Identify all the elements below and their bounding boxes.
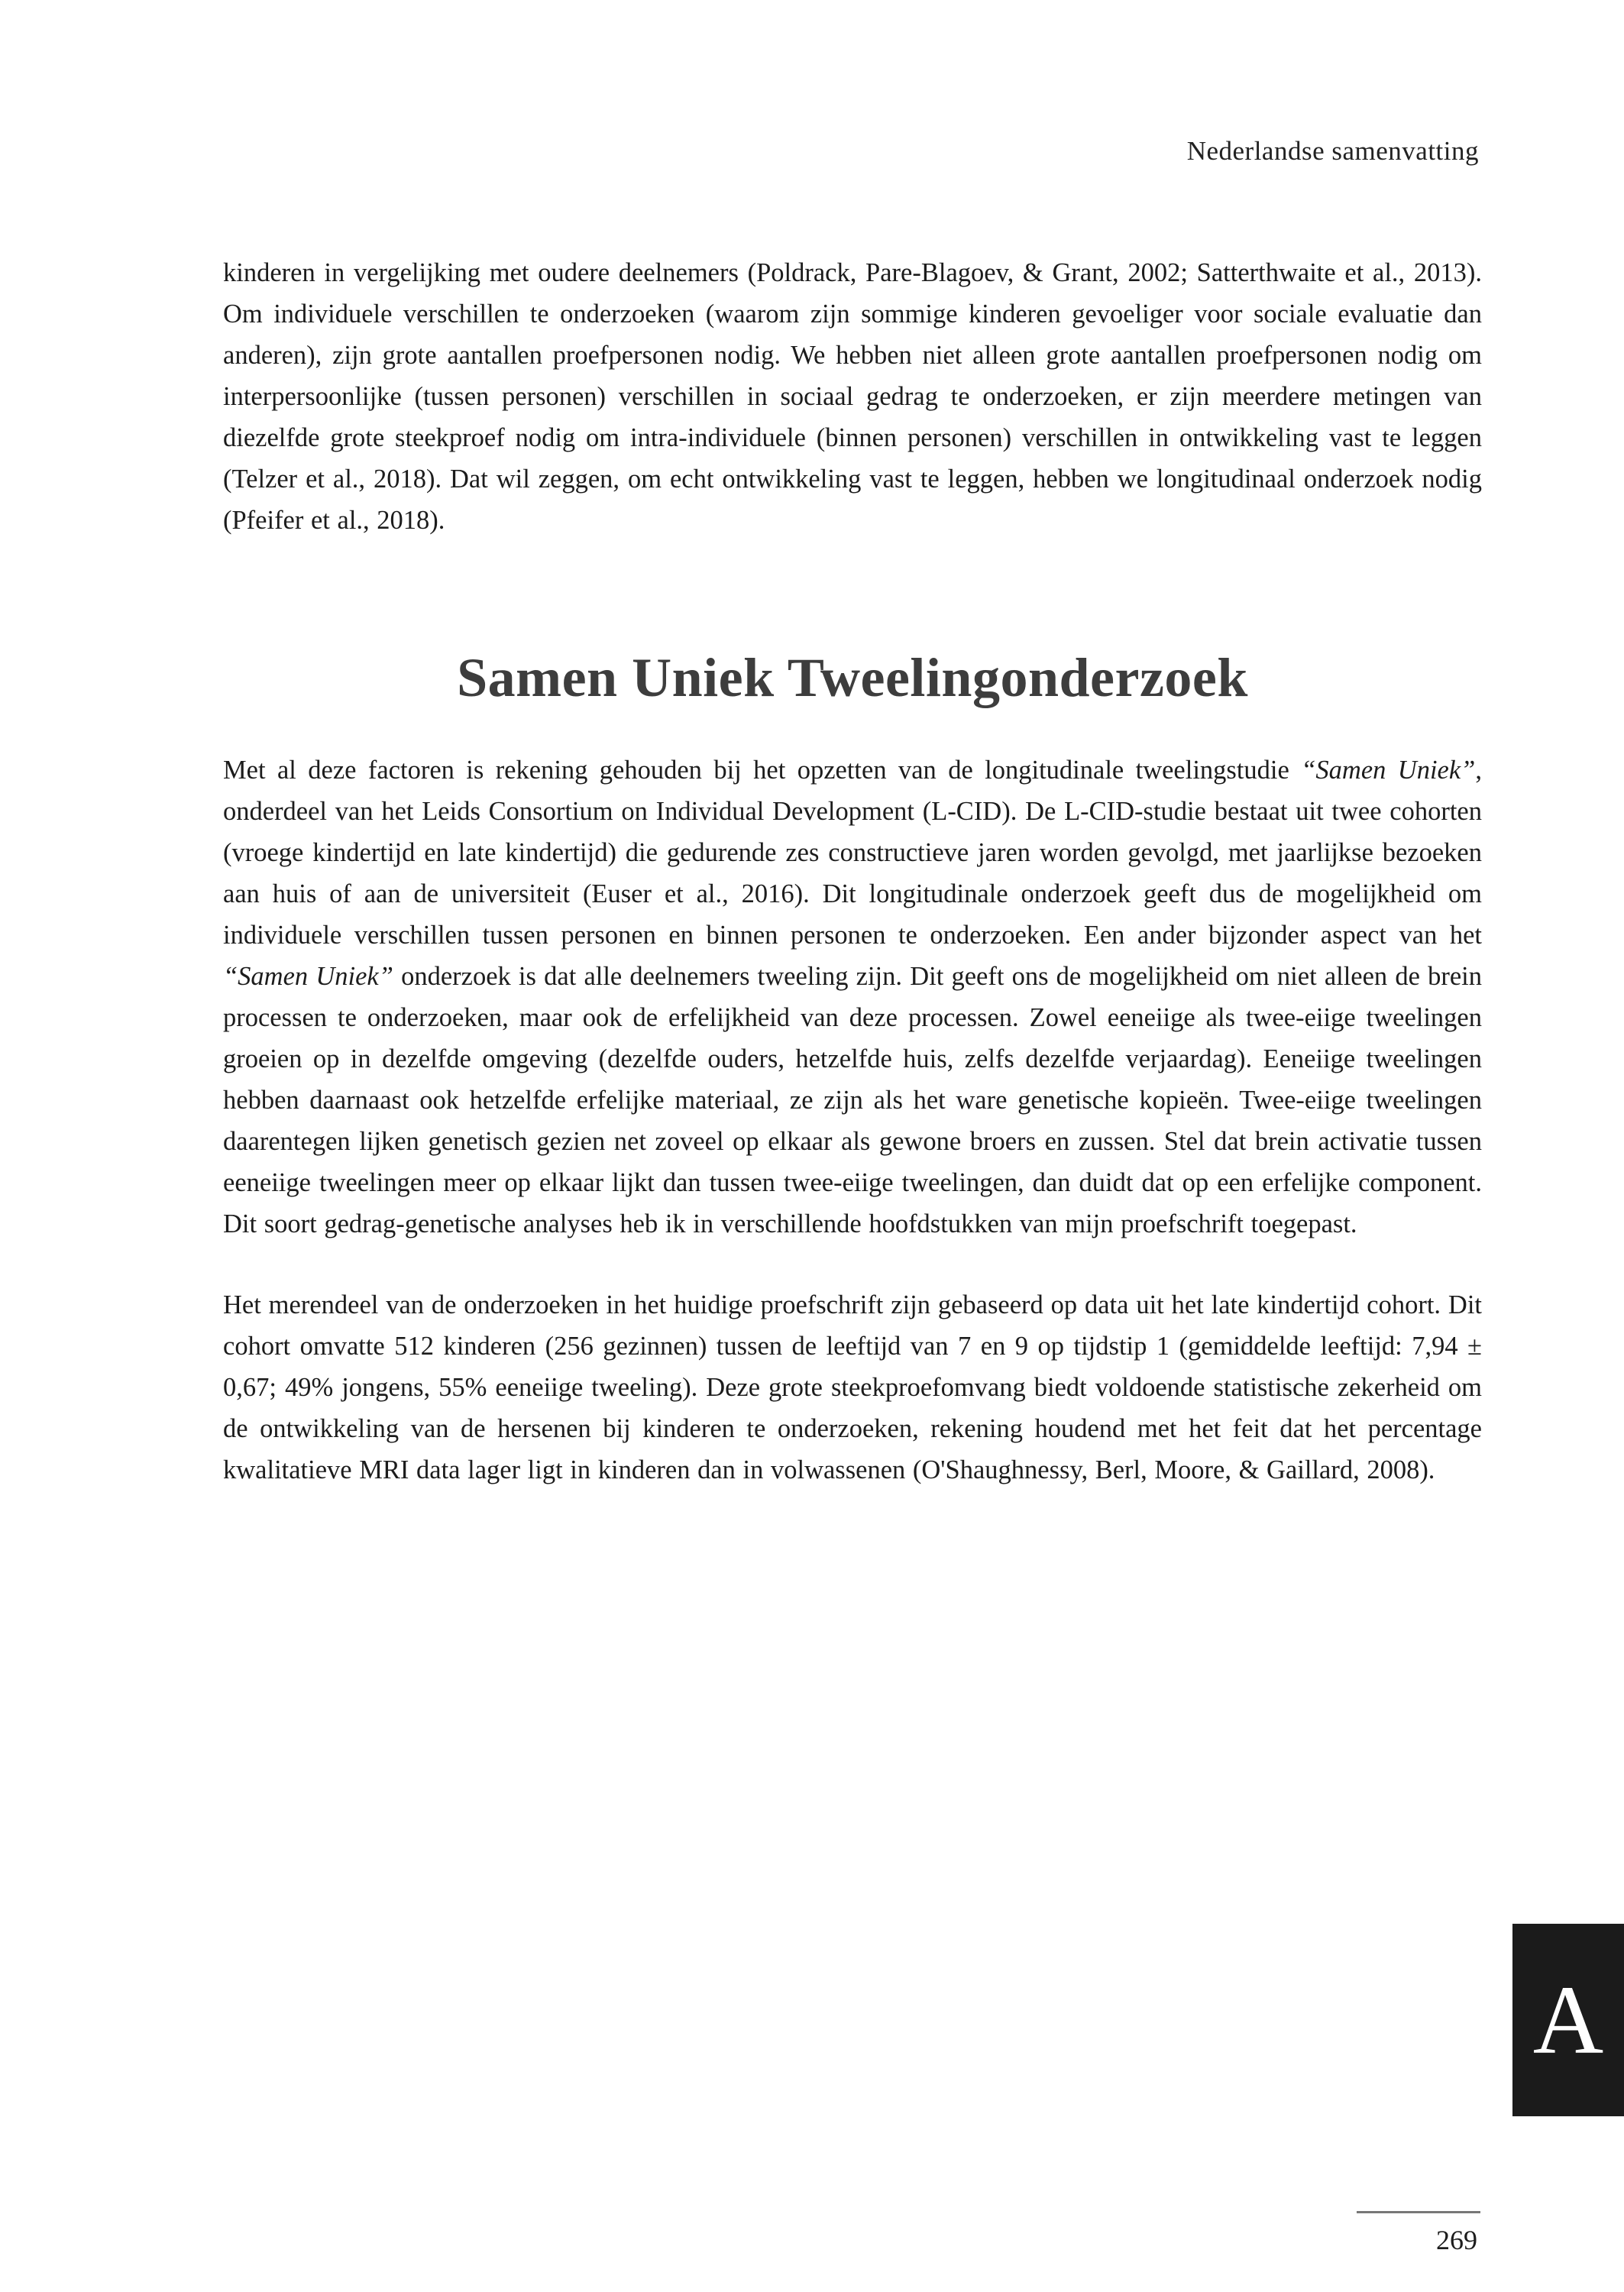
paragraph-text: onderzoek is dat alle deelnemers tweeling zijn. Dit geeft ons de mogelijkheid om niet alleen de brein processen te onderzoeken, maar ook de erfelijkheid van deze processen. Zowel eeneiige als twee-eiige tweelingen groeien op in dezelfde omgeving (dezelfde ouders, hetzelfde huis, zelfs dezelfde verjaardag). Eeneiige tweelingen hebben daarnaast ook hetzelfde erfelijke materiaal, ze zijn als het ware genetische kopieën. Twee-eiige tweelingen daarentegen lijken genetisch gezien net zoveel op elkaar als gewone broers en zussen. Stel dat brein activatie tussen eeneiige tweelingen meer op elkaar lijkt dan tussen twee-eiige tweelingen, dan duidt dat op een erfelijke component. Dit soort gedrag-genetische analyses heb ik in verschillende hoofdstukken van mijn proefschrift toegepast. bbox=[223, 962, 1482, 1238]
paragraph-spacer bbox=[223, 1245, 1482, 1284]
footer-rule bbox=[1357, 2211, 1480, 2213]
paragraph bbox=[223, 749, 1482, 1245]
study-name-italic: “Samen Uniek” bbox=[223, 962, 393, 991]
paragraph: Het merendeel van de onderzoeken in het huidige proefschrift zijn gebaseerd op data uit het late kindertijd cohort. Dit cohort omvatte 512 kinderen (256 gezinnen) tussen de leeftijd van 7 en 9 op tijdstip 1 (gemiddelde leeftijd: 7,94 ± 0,67; 49% jongens, 55% eeneiige tweeling). Deze grote steekproefomvang biedt voldoende statistische zekerheid om de ontwikkeling van de hersenen bij kinderen te onderzoeken, rekening houdend met het feit dat het percentage kwalitatieve MRI data lager ligt in kinderen dan in volwassenen (O'Shaughnessy, Berl, Moore, & Gaillard, 2008). bbox=[223, 1290, 1482, 1484]
page-content bbox=[223, 252, 1482, 1491]
chapter-thumb-tab bbox=[1512, 1924, 1624, 2116]
section-title: Samen Uniek Tweelingonderzoek bbox=[457, 647, 1248, 708]
chapter-letter: A bbox=[1532, 1965, 1604, 2074]
running-header: Nederlandse samenvatting bbox=[1186, 136, 1479, 166]
page-footer bbox=[1357, 2211, 1480, 2256]
page-number: 269 bbox=[1436, 2225, 1477, 2255]
study-name-italic: “Samen Uniek” bbox=[1301, 756, 1476, 785]
paragraph-text: Met al deze factoren is rekening gehouden bij het opzetten van de longitudinale tweelingstudie bbox=[223, 756, 1302, 785]
paragraph: kinderen in vergelijking met oudere deelnemers (Poldrack, Pare-Blagoev, & Grant, 2002; Satterthwaite et al., 2013). Om individuele verschillen te onderzoeken (waarom zijn sommige kinderen gevoeliger voor sociale evaluatie dan anderen), zijn grote aantallen proefpersonen nodig. We hebben niet alleen grote aantallen proefpersonen nodig om interpersoonlijke (tussen personen) verschillen in sociaal gedrag te onderzoeken, er zijn meerdere metingen van diezelfde grote steekproef nodig om intra-individuele (binnen personen) verschillen in ontwikkeling vast te leggen (Telzer et al., 2018). Dat wil zeggen, om echt ontwikkeling vast te leggen, hebben we longitudinaal onderzoek nodig (Pfeifer et al., 2018). bbox=[223, 258, 1482, 535]
paragraph-text: , onderdeel van het Leids Consortium on Individual Development (L-CID). De L-CID-studie bestaat uit twee cohorten (vroege kindertijd en late kindertijd) die gedurende zes constructieve jaren worden gevolgd, met jaarlijkse bezoeken aan huis of aan de universiteit (Euser et al., 2016). Dit longitudinale onderzoek geeft dus de mogelijkheid om individuele verschillen tussen personen en binnen personen te onderzoeken. Een ander bijzonder aspect van het bbox=[223, 756, 1482, 950]
